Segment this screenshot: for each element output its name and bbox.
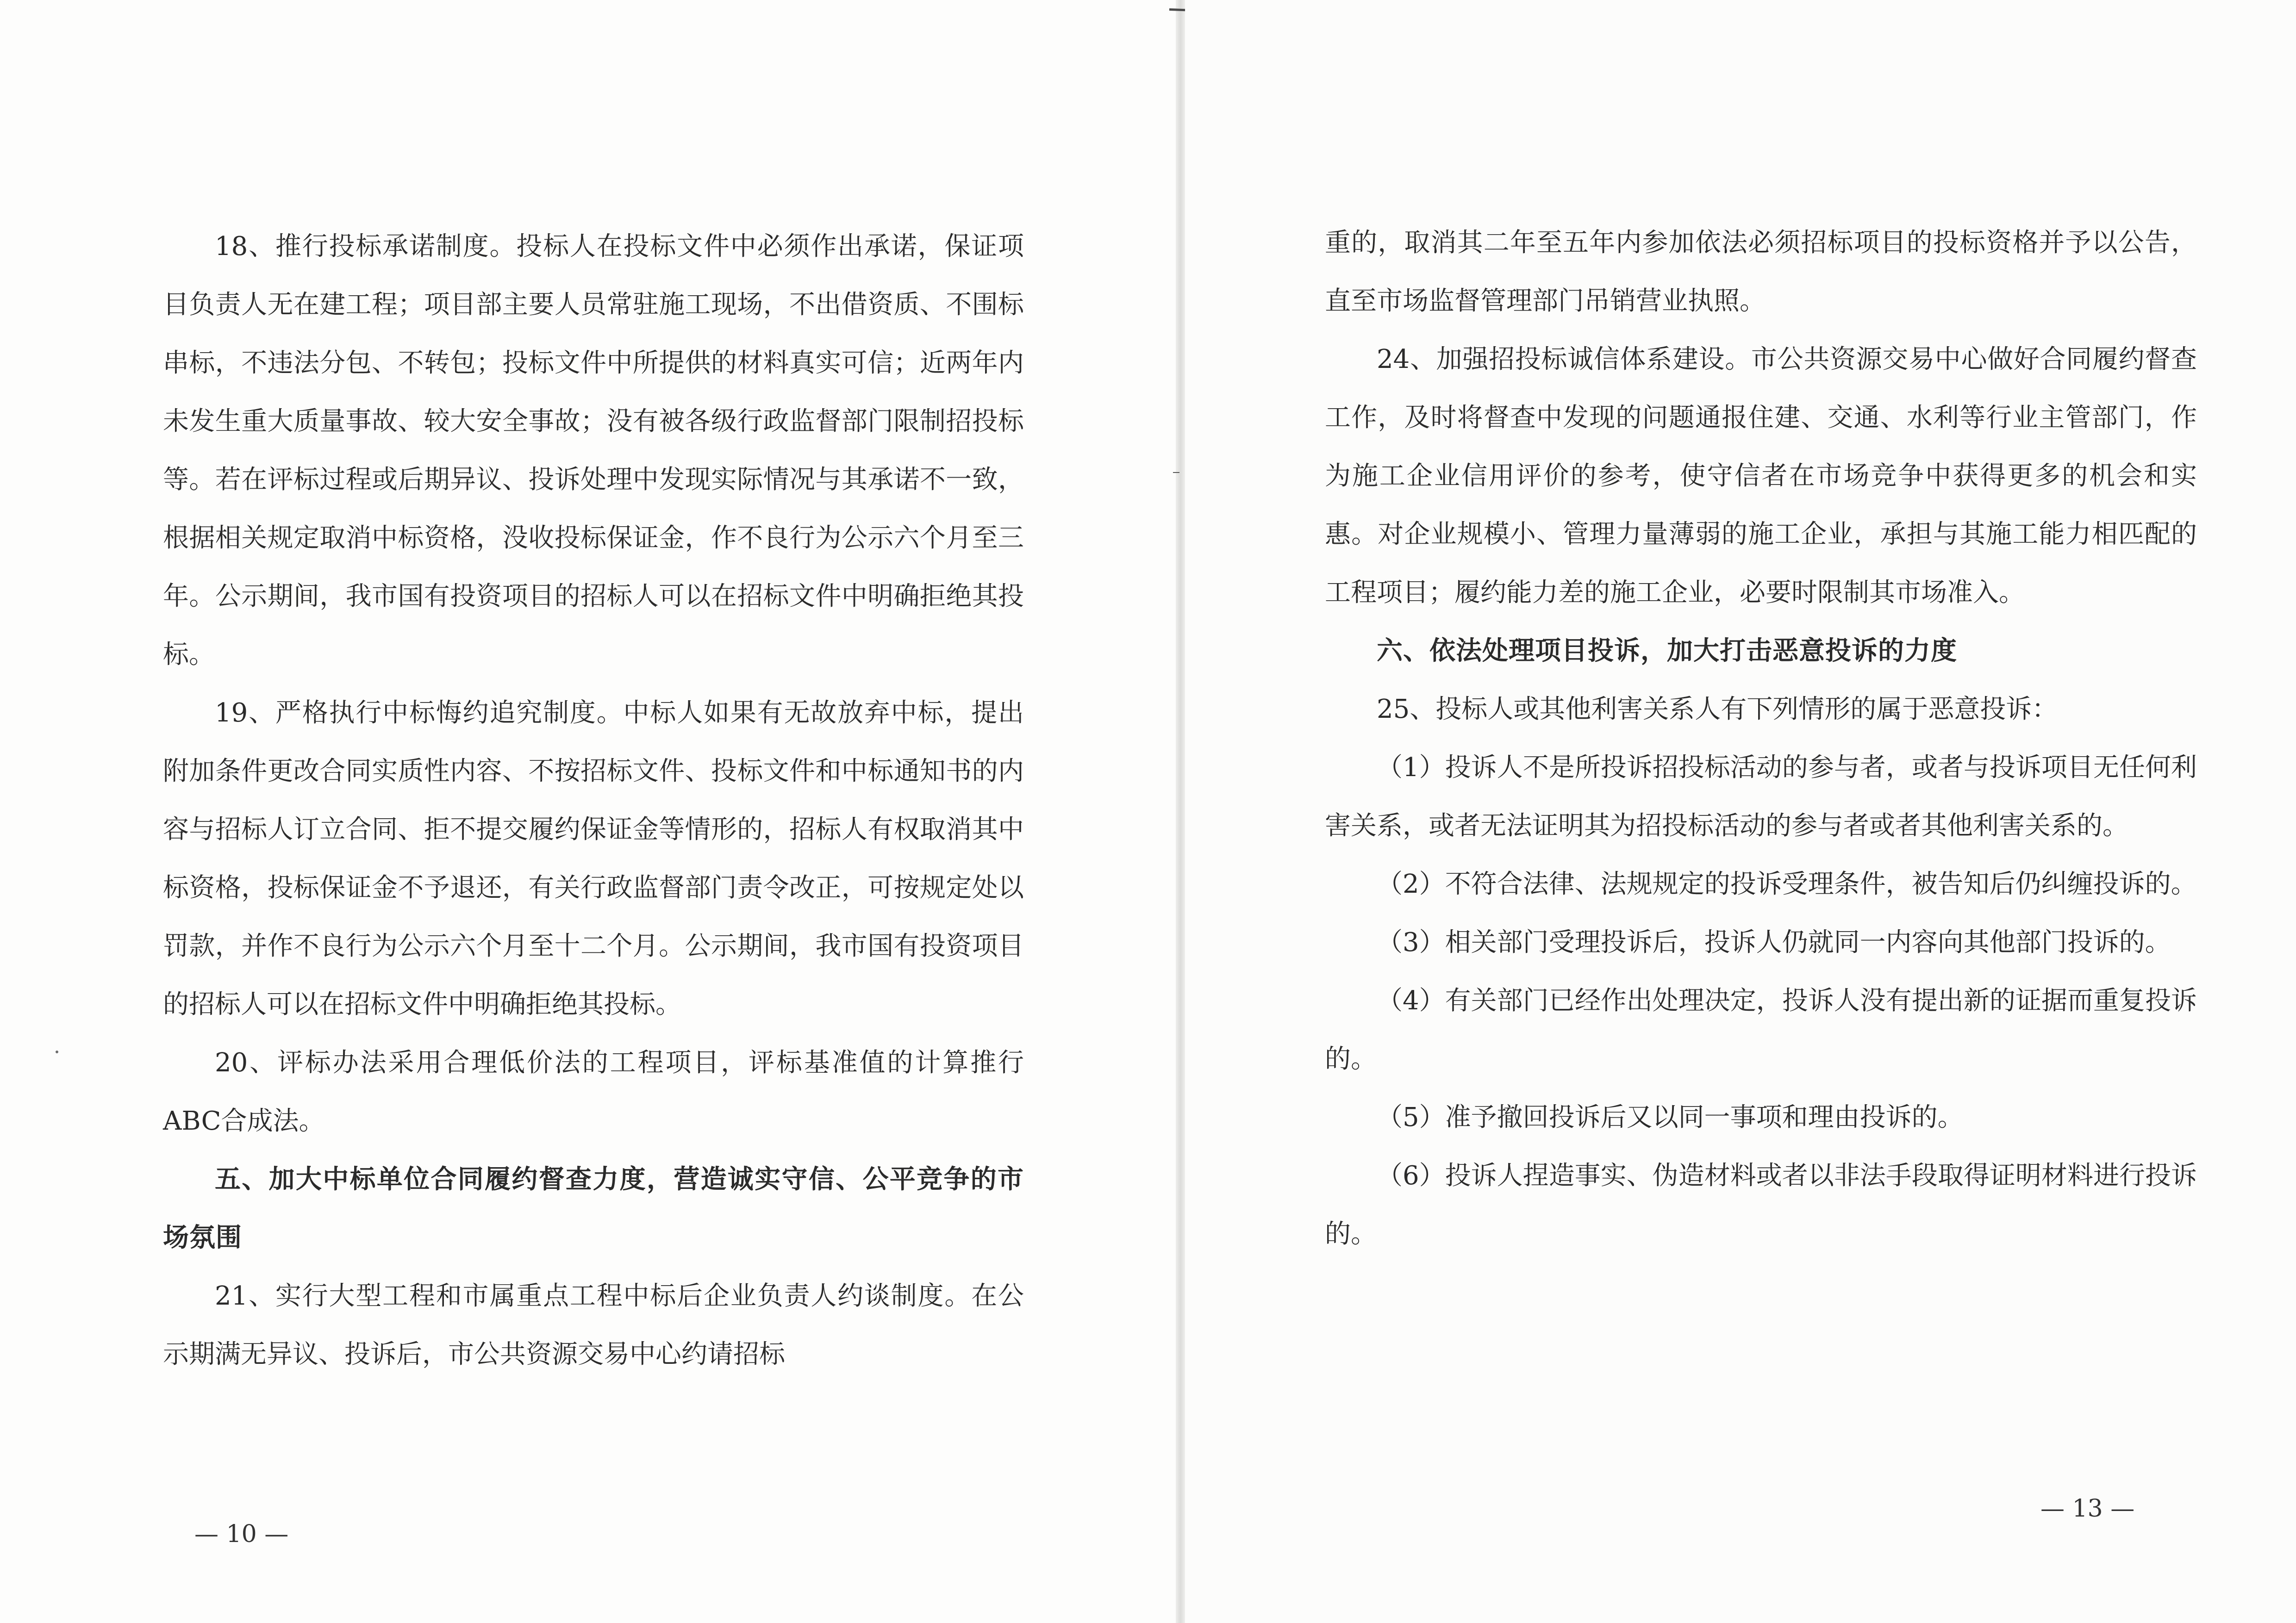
section-heading-5: 五、加大中标单位合同履约督查力度，营造诚实守信、公平竞争的市场氛围 — [163, 1164, 1024, 1253]
paragraph-19: 19、严格执行中标悔约追究制度。中标人如果有无故放弃中标，提出附加条件更改合同实质性内容、不按招标文件、投标文件和中标通知书的内容与招标人订立合同、拒不提交履约保证金等情形的，招标人有权取消其中标资格，投标保证金不予退还，有关行政监督部门责令改正，可按规定处以罚款，并作不良行为公示六个月至十二个月。公示期间，我市国有投资项目的招标人可以在招标文件中明确拒绝其投标。 — [163, 698, 1024, 1020]
paragraph-21: 21、实行大型工程和市属重点工程中标后企业负责人约谈制度。在公示期满无异议、投诉后，市公共资源交易中心约请招标 — [163, 1281, 1024, 1369]
paragraph-18: 18、推行投标承诺制度。投标人在投标文件中必须作出承诺，保证项目负责人无在建工程；项目部主要人员常驻施工现场，不出借资质、不围标串标，不违法分包、不转包；投标文件中所提供的材料真实可信；近两年内未发生重大质量事故、较大安全事故；没有被各级行政监督部门限制招投标等。若在评标过程或后期异议、投诉处理中发现实际情况与其承诺不一致，根据相关规定取消中标资格，没收投标保证金，作不良行为公示六个月至三年。公示期间，我市国有投资项目的招标人可以在招标文件中明确拒绝其投标。 — [163, 231, 1024, 670]
list-item-2: （2）不符合法律、法规规定的投诉受理条件，被告知后仍纠缠投诉的。 — [1377, 869, 2197, 899]
paragraph-continued: 重的，取消其二年至五年内参加依法必须招标项目的投标资格并予以公告，直至市场监督管理部门吊销营业执照。 — [1325, 228, 2197, 316]
paragraph-20: 20、评标办法采用合理低价法的工程项目，评标基准值的计算推行ABC合成法。 — [163, 1048, 1024, 1136]
list-item-6: （6）投诉人捏造事实、伪造材料或者以非法手段取得证明材料进行投诉的。 — [1325, 1161, 2197, 1249]
left-page-body — [163, 218, 1024, 1384]
section-heading-6: 六、依法处理项目投诉，加大打击恶意投诉的力度 — [1377, 636, 1957, 666]
right-page — [1185, 0, 2296, 1623]
page-number-left: — 10 — — [194, 1520, 289, 1548]
scan-edge-tick — [1173, 472, 1179, 473]
list-item-1: （1）投诉人不是所投诉招投标活动的参与者，或者与投诉项目无任何利害关系，或者无法证明其为招投标活动的参与者或者其他利害关系的。 — [1325, 752, 2197, 841]
paragraph-25: 25、投标人或其他利害关系人有下列情形的属于恶意投诉： — [1377, 694, 2058, 724]
right-page-body — [1325, 214, 2197, 1263]
page-number-right: — 13 — — [2040, 1495, 2135, 1523]
list-item-4: （4）有关部门已经作出处理决定，投诉人没有提出新的证据而重复投诉的。 — [1325, 986, 2197, 1074]
list-item-5: （5）准予撤回投诉后又以同一事项和理由投诉的。 — [1377, 1102, 1964, 1132]
scan-speck — [56, 1051, 58, 1053]
list-item-3: （3）相关部门受理投诉后，投诉人仍就同一内容向其他部门投诉的。 — [1377, 927, 2171, 958]
paragraph-24: 24、加强招投标诚信体系建设。市公共资源交易中心做好合同履约督查工作，及时将督查中发现的问题通报住建、交通、水利等行业主管部门，作为施工企业信用评价的参考，使守信者在市场竞争中获得更多的机会和实惠。对企业规模小、管理力量薄弱的施工企业，承担与其施工能力相匹配的工程项目；履约能力差的施工企业，必要时限制其市场准入。 — [1325, 344, 2197, 608]
binding-gutter — [1176, 0, 1185, 1623]
